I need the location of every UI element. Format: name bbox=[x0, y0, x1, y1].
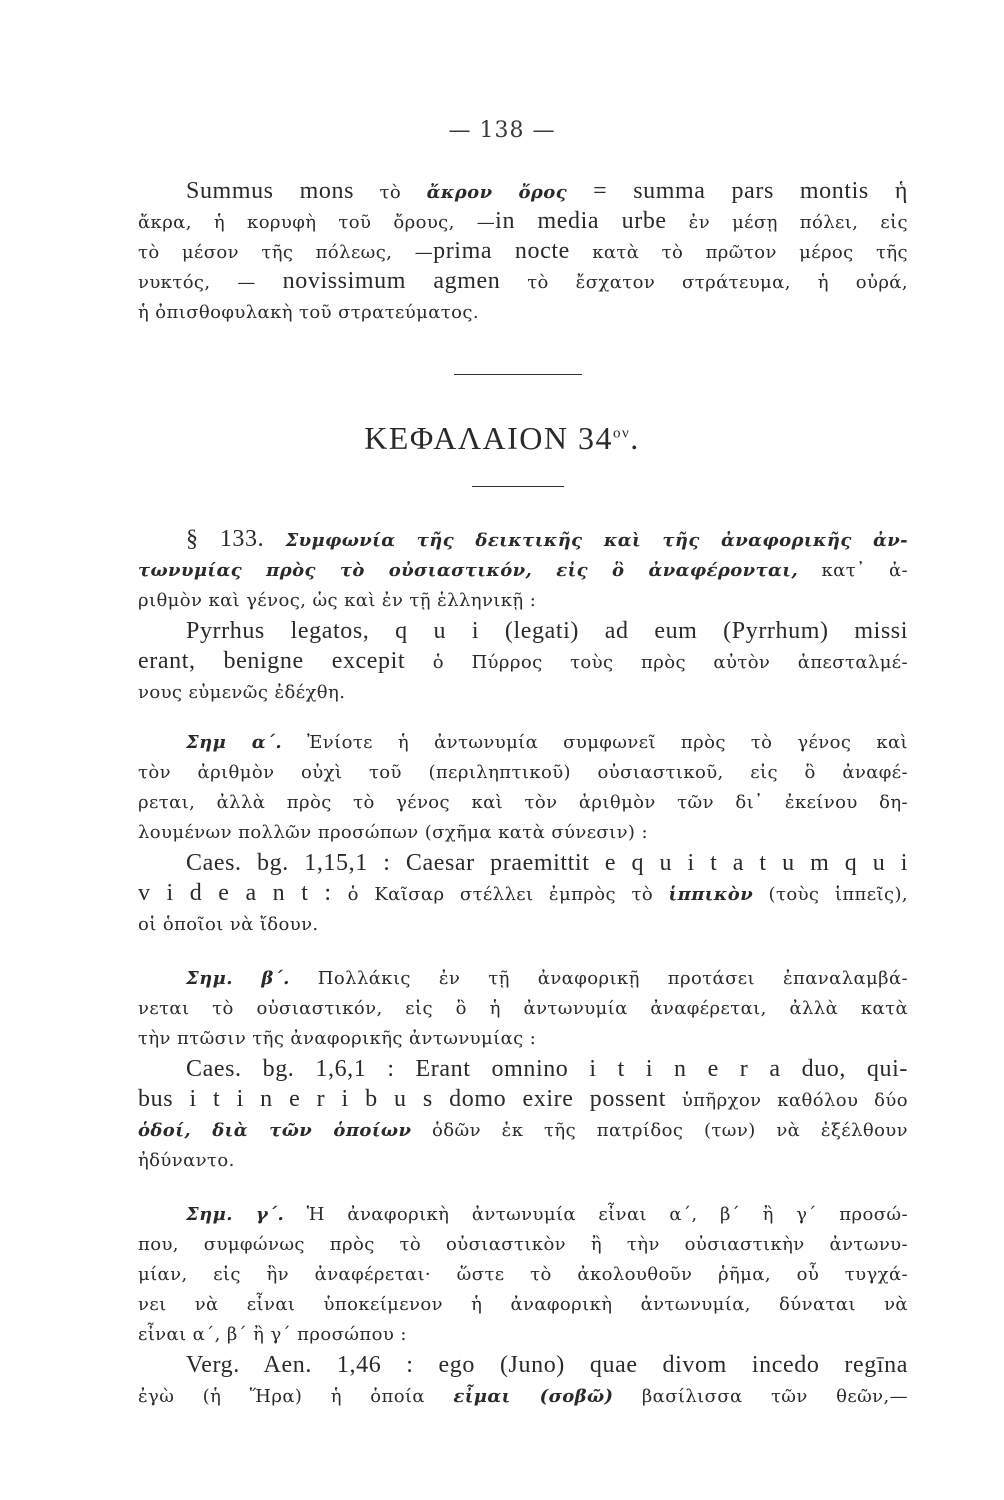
text-line: erant, benigne excepit ὁ Πύρρος τοὺς πρὸς αὐτὸν ἀπεσταλμέ- bbox=[138, 648, 908, 674]
text-line: λουμένων πολλῶν προσώπων (σχῆμα κατὰ σύνεσιν) : bbox=[138, 822, 648, 843]
note-a bbox=[138, 726, 908, 940]
example-line: Caes. bg. 1,6,1 : Erant omnino i t i n e r a duo, qui- bbox=[186, 1056, 908, 1082]
text-line: ρεται, ἀλλὰ πρὸς τὸ γένος καὶ τὸν ἀριθμὸν τῶν δι᾽ ἐκείνου δη- bbox=[138, 792, 908, 813]
text-line: ἡ ὀπισθοφυλακὴ τοῦ στρατεύματος. bbox=[138, 302, 479, 323]
text-line: τὴν πτῶσιν τῆς ἀναφορικῆς ἀντωνυμίας : bbox=[138, 1028, 537, 1049]
text-line: οἱ ὁποῖοι νὰ ἴδουν. bbox=[138, 914, 319, 935]
text-line: μίαν, εἰς ἣν ἀναφέρεται· ὥστε τὸ ἀκολουθοῦν ῥῆμα, οὗ τυγχά- bbox=[138, 1264, 908, 1285]
note-heading-line: Σημ. β΄. Πολλάκις ἐν τῇ ἀναφορικῇ προτάσει ἐπαναλαμβά- bbox=[186, 968, 908, 989]
note-c bbox=[138, 1198, 908, 1410]
text-line: τὸ μέσον τῆς πόλεως, —prima nocte κατὰ τὸ πρῶτον μέρος τῆς bbox=[138, 238, 908, 264]
example-line: Caes. bg. 1,15,1 : Caesar praemittit e q u i t a t u m q u i bbox=[186, 850, 908, 876]
text-line: bus i t i n e r i b u s domo exire possent ὑπῆρχον καθόλου δύο bbox=[138, 1086, 908, 1112]
text-line: ἄκρα, ἡ κορυφὴ τοῦ ὄρους, —in media urbe ἐν μέσῃ πόλει, εἰς bbox=[138, 208, 908, 234]
text-line: που, συμφώνως πρὸς τὸ οὐσιαστικὸν ἢ τὴν οὐσιαστικὴν ἀντωνυ- bbox=[138, 1234, 908, 1255]
example-line: Pyrrhus legatos, q u i (legati) ad eum (Pyrrhum) missi bbox=[186, 618, 908, 644]
text-line: νυκτός, — novissimum agmen τὸ ἔσχατον στράτευμα, ἡ οὐρά, bbox=[138, 268, 908, 294]
intro-paragraph bbox=[138, 176, 908, 328]
chapter-heading: ΚΕΦΑΛΑΙΟΝ $34^{o\nu}$. bbox=[364, 420, 640, 456]
text-line: ριθμὸν καὶ γένος, ὡς καὶ ἐν τῇ ἑλληνικῇ : bbox=[138, 590, 537, 611]
text-line: v i d e a n t : ὁ Καῖσαρ στέλλει ἐμπρὸς τὸ ἱππικὸν (τοὺς ἱππεῖς), bbox=[138, 880, 908, 906]
text-line: εἶναι α΄, β΄ ἢ γ΄ προσώπου : bbox=[138, 1324, 407, 1345]
text-line: νει νὰ εἶναι ὑποκείμενον ἡ ἀναφορικὴ ἀντωνυμία, δύναται νὰ bbox=[138, 1294, 908, 1315]
text-line: ὁδοί, διὰ τῶν ὁποίων ὁδῶν ἐκ τῆς πατρίδος (των) νὰ ἐξέλθουν bbox=[138, 1120, 908, 1141]
section-heading-line: § 133. Συμφωνία τῆς δεικτικῆς καὶ τῆς ἀναφορικῆς ἀν- bbox=[186, 526, 908, 552]
text-line: νους εὐμενῶς ἐδέχθη. bbox=[138, 682, 346, 703]
note-b bbox=[138, 962, 908, 1176]
text-line: νεται τὸ οὐσιαστικόν, εἰς ὃ ἡ ἀντωνυμία ἀναφέρεται, ἀλλὰ κατὰ bbox=[138, 998, 908, 1019]
note-heading-line: Σημ α΄. Ἐνίοτε ἡ ἀντωνυμία συμφωνεῖ πρὸς τὸ γένος καὶ bbox=[186, 732, 908, 753]
section-133 bbox=[138, 524, 908, 708]
text-line: τωνυμίας πρὸς τὸ οὐσιαστικόν, εἰς ὃ ἀναφέρονται, κατ᾽ ἀ- bbox=[138, 560, 908, 581]
text-line: τὸν ἀριθμὸν οὐχὶ τοῦ (περιληπτικοῦ) οὐσιαστικοῦ, εἰς ὃ ἀναφέ- bbox=[138, 762, 908, 783]
text-line: ἐγὼ (ἡ Ἥρα) ἡ ὁποία εἶμαι (σοβῶ) βασίλισσα τῶν θεῶν,— bbox=[138, 1386, 908, 1407]
text-line: Summus mons τὸ ἄκρον ὄρος = summa pars montis ἡ bbox=[186, 178, 908, 204]
page-number: — 138 — bbox=[448, 118, 556, 143]
divider-rule bbox=[472, 486, 564, 487]
divider-rule bbox=[454, 374, 582, 375]
text-line: ἠδύναντο. bbox=[138, 1150, 235, 1171]
example-line: Verg. Aen. 1,46 : ego (Juno) quae divom incedo regīna bbox=[186, 1352, 908, 1378]
note-heading-line: Σημ. γ΄. Ἡ ἀναφορικὴ ἀντωνυμία εἶναι α΄, β΄ ἢ γ΄ προσώ- bbox=[186, 1204, 908, 1225]
